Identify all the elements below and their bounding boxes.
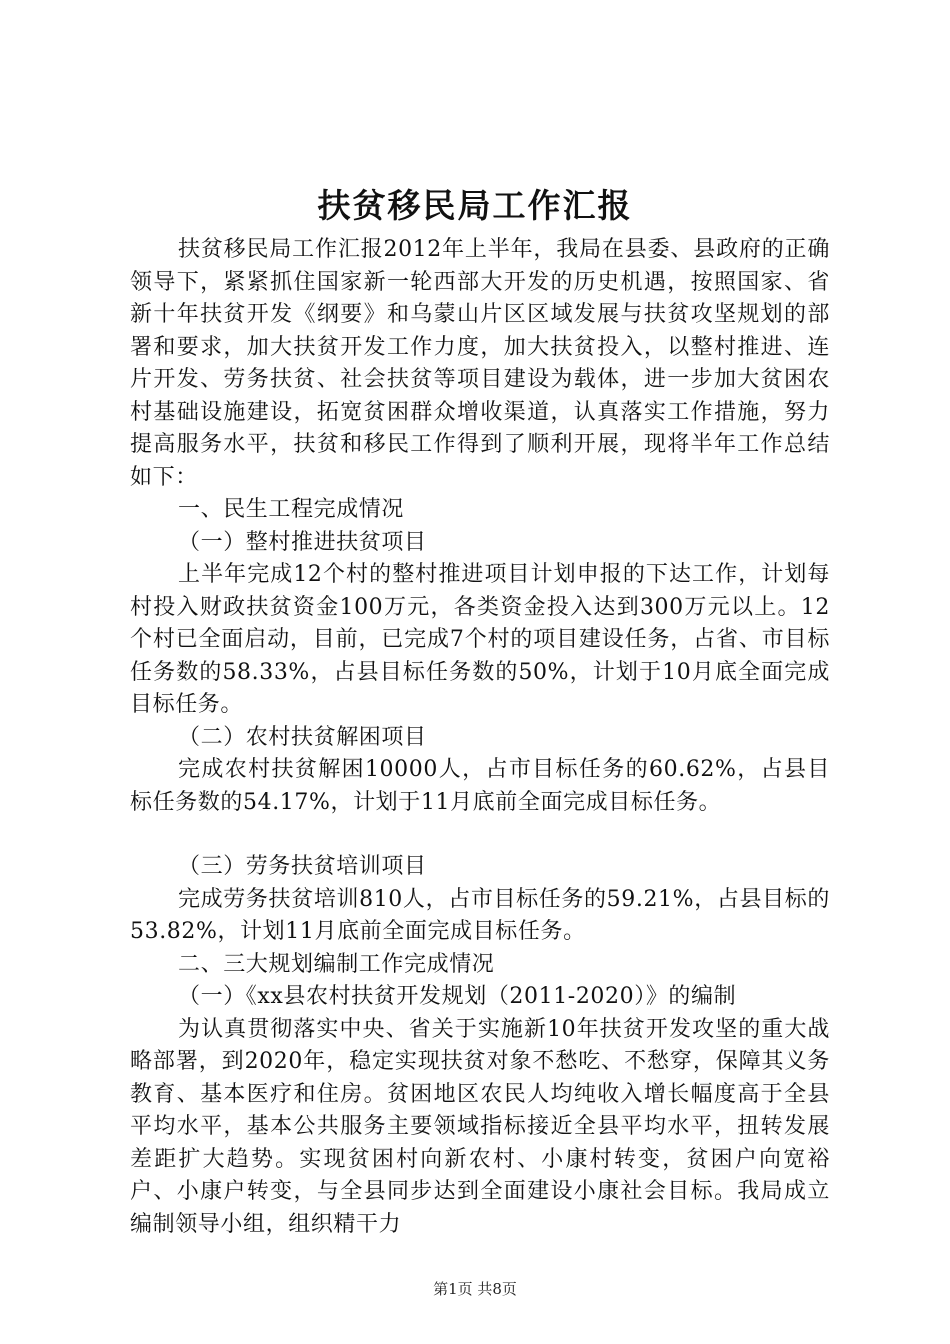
- body-paragraph-2-1: 为认真贯彻落实中央、省关于实施新10年扶贫开发攻坚的重大战略部署，到2020年，稳定实现扶贫对象不愁吃、不愁穿，保障其义务教育、基本医疗和住房。贫困地区农民人均纯收入增长幅度高于全县平均水平，基本公共服务主要领域指标接近全县平均水平，扭转发展差距扩大趋势。实现贫困村向新农村、小康村转变，贫困户向宽裕户、小康户转变，与全县同步达到全面建设小康社会目标。我局成立编制领导小组，组织精干力: [130, 1016, 830, 1237]
- intro-paragraph: 扶贫移民局工作汇报2012年上半年，我局在县委、县政府的正确领导下，紧紧抓住国家新一轮西部大开发的历史机遇，按照国家、省新十年扶贫开发《纲要》和乌蒙山片区区域发展与扶贫攻坚规划的部署和要求，加大扶贫开发工作力度，加大扶贫投入，以整村推进、连片开发、劳务扶贫、社会扶贫等项目建设为载体，进一步加大贫困农村基础设施建设，拓宽贫困群众增收渠道，认真落实工作措施，努力提高服务水平，扶贫和移民工作得到了顺利开展，现将半年工作总结如下：: [130, 237, 830, 490]
- document-body: [130, 234, 830, 1241]
- subsection-heading-1-2: （二）农村扶贫解困项目: [178, 724, 427, 750]
- body-paragraph-1-1: 上半年完成12个村的整村推进项目计划申报的下达工作，计划每村投入财政扶贫资金100万元，各类资金投入达到300万元以上。12个村已全面启动，目前，已完成7个村的项目建设任务，占省、市目标任务数的58.33%，占县目标任务数的50%，计划于10月底全面完成目标任务。: [130, 562, 830, 717]
- body-paragraph-1-3: 完成劳务扶贫培训810人，占市目标任务的59.21%，占县目标的53.82%，计划11月底前全面完成目标任务。: [130, 886, 830, 944]
- subsection-heading-1-3: （三）劳务扶贫培训项目: [178, 854, 427, 879]
- page-footer: 第1页 共8页: [433, 1280, 517, 1298]
- body-paragraph-1-2: 完成农村扶贫解困10000人，占市目标任务的60.62%，占县目标任务数的54.17%，计划于11月底前全面完成目标任务。: [130, 757, 830, 815]
- section-heading-2: 二、三大规划编制工作完成情况: [178, 951, 495, 977]
- section-heading-1: 一、民生工程完成情况: [178, 497, 405, 522]
- subsection-heading-2-1: （一）《xx县农村扶贫开发规划（2011-2020）》的编制: [178, 984, 737, 1009]
- document-title: 扶贫移民局工作汇报: [317, 186, 633, 225]
- subsection-heading-1-1: （一）整村推进扶贫项目: [178, 529, 427, 555]
